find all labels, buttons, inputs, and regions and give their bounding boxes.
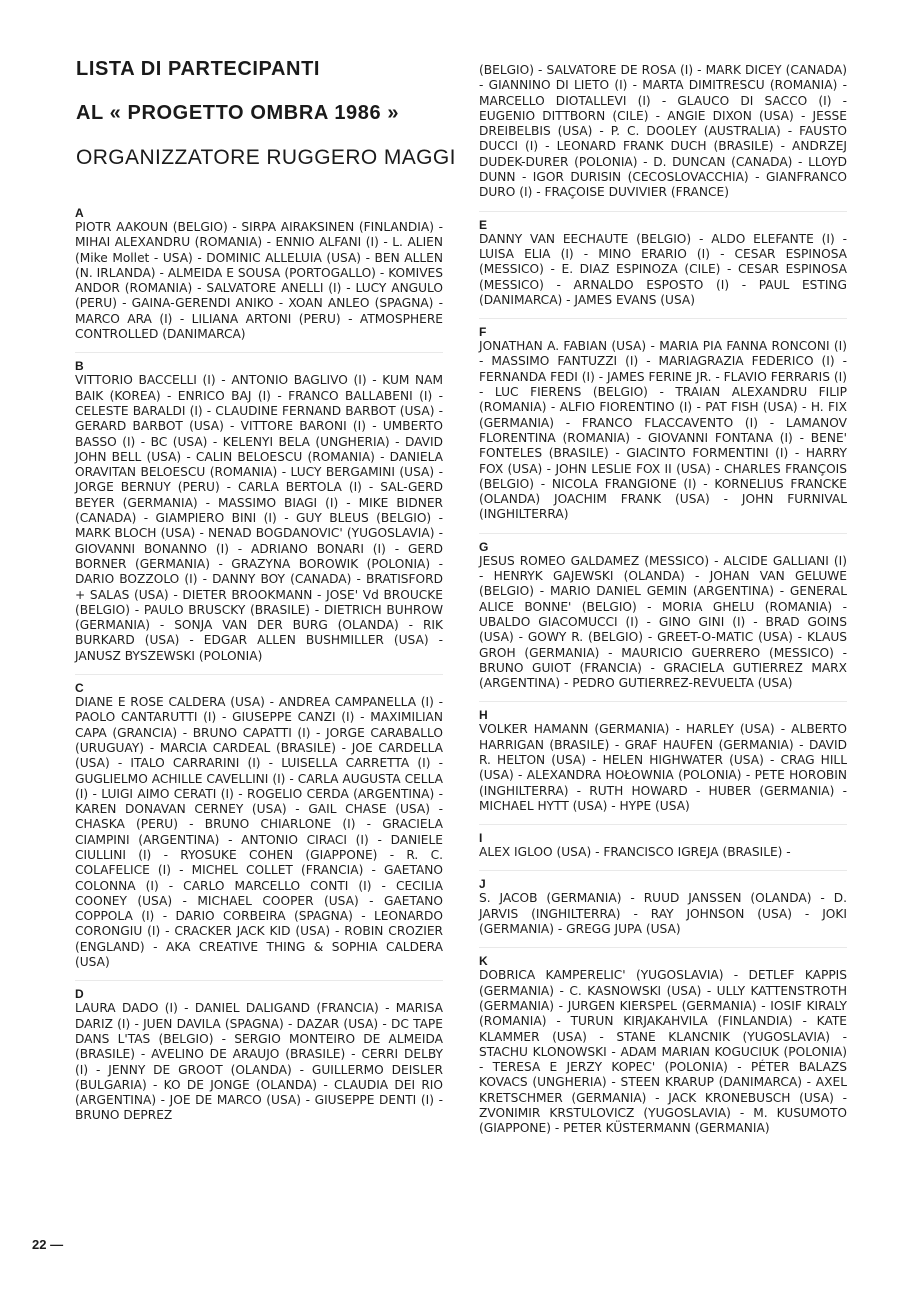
- organizer-heading: ORGANIZZATORE RUGGERO MAGGI: [76, 146, 456, 169]
- section-divider: [479, 211, 847, 212]
- participant-section: [479, 325, 847, 523]
- section-letter: I: [479, 831, 483, 846]
- section-letter: E: [479, 217, 488, 232]
- participant-list: DIANE E ROSE CALDERA (USA) - ANDREA CAMPANELLA (I) - PAOLO CANTARUTTI (I) - GIUSEPPE CANZI (I) - MAXIMILIAN CAPA (GRANCIA) - BRUNO CAPATTI (I) - JORGE CARABALLO (URUGUAY) - MARCIA CARDEAL (BRASILE) - JOE CARDELLA (USA) - ITALO CARRARINI (I) - LUISELLA CARRETTA (I) - GUGLIELMO ACHILLE CAVELLINI (I) - CARLA AUGUSTA CELLA (I) - LUIGI AIMO CERATI (I) - ROGELIO CERDA (ARGENTINA) - KAREN DONAVAN CERNEY (USA) - GAIL CHASE (USA) - CHASKA (PERU) - BRUNO CHIARLONE (I) - GRACIELA CIAMPINI (ARGENTINA) - ANTONIO CIRACI (I) - DANIELE CIULLINI (I) - RYOSUKE COHEN (GIAPPONE) - R. C. COLAFELICE (I) - MICHEL COLLET (FRANCIA) - GAETANO COLONNA (I) - CARLO MARCELLO CONTI (I) - CECILIA COONEY (USA) - MICHAEL COOPER (USA) - GAETANO COPPOLA (I) - DARIO CORBEIRA (SPAGNA) - LEONARDO CORONGIU (I) - CRACKER JACK KID (USA) - ROBIN CROZIER (ENGLAND) - AKA CREATIVE THING & SOPHIA CALDERA (USA): [75, 695, 443, 970]
- section-letter: K: [479, 954, 488, 969]
- section-divider: [479, 870, 847, 871]
- participant-list: DOBRICA KAMPERELIC' (YUGOSLAVIA) - DETLEF KAPPIS (GERMANIA) - C. KASNOWSKI (USA) - ULLY KATTENSTROTH (GERMANIA) - JURGEN KIERSPEL (GERMANIA) - IOSIF KIRALY (ROMANIA) - TURUN KIRJAKAHVILA (FINLANDIA) - KATE KLAMMER (USA) - STANE KLANCNIK (YUGOSLAVIA) - STACHU KLONOWSKI - ADAM MARIAN KOGUCIUK (POLONIA) - TERESA E JERZY KOPEC' (POLONIA) - PÉTER BALAZS KOVACS (UNGHERIA) - STEEN KRARUP (DANIMARCA) - AXEL KRETSCHMER (GERMANIA) - JACK KRONEBUSCH (USA) - ZVONIMIR KRSTULOVICZ (YUGOSLAVIA) - M. KUSUMOTO (GIAPPONE) - PETER KÜSTERMANN (GERMANIA): [479, 968, 847, 1136]
- participant-list: JONATHAN A. FABIAN (USA) - MARIA PIA FANNA RONCONI (I) - MASSIMO FANTUZZI (I) - MARIAGRAZIA FEDERICO (I) - FERNANDA FEDI (I) - JAMES FERINE JR. - FLAVIO FERRARIS (I) - LUC FIERENS (BELGIO) - TRAIAN ALEXANDRU FILIP (ROMANIA) - ALFIO FIORENTINO (I) - PAT FISH (USA) - H. FIX (GERMANIA) - FRANCO FLACCAVENTO (I) - LAMANOV FLORENTINA (ROMANIA) - GIOVANNI FONTANA (I) - BENE' FONTELES (BRASILE) - GIACINTO FORMENTINI (I) - HARRY FOX (USA) - JOHN LESLIE FOX II (USA) - CHARLES FRANÇOIS (BELGIO) - NICOLA FRANGIONE (I) - KORNELIUS FRANCKE (OLANDA) JOACHIM FRANK (USA) - JOHN FURNIVAL (INGHILTERRA): [479, 339, 847, 522]
- participant-list: DANNY VAN EECHAUTE (BELGIO) - ALDO ELEFANTE (I) - LUISA ELIA (I) - MINO ERARIO (I) - CESAR ESPINOSA (MESSICO) - E. DIAZ ESPINOZA (CILE) - CESAR ESPINOSA (MESSICO) - ARNALDO ESPOSTO (I) - PAUL ESTING (DANIMARCA) - JAMES EVANS (USA): [479, 231, 847, 307]
- participant-section: [479, 63, 847, 201]
- section-divider: [479, 701, 847, 702]
- section-letter: C: [75, 681, 84, 696]
- participant-list: LAURA DADO (I) - DANIEL DALIGAND (FRANCIA) - MARISA DARIZ (I) - JUEN DAVILA (SPAGNA) - DAZAR (USA) - DC TAPE DANS L'TAS (BELGIO) - SERGIO MONTEIRO DE ALMEIDA (BRASILE) - AVELINO DE ARAUJO (BRASILE) - CERRI DELBY (I) - JENNY DE GROOT (OLANDA) - GUILLERMO DEISLER (BULGARIA) - KO DE JONGE (OLANDA) - CLAUDIA DEI RIO (ARGENTINA) - JOE DE MARCO (USA) - GIUSEPPE DENTI (I) - BRUNO DEPREZ: [75, 1001, 443, 1123]
- left-column: [75, 206, 443, 1124]
- participant-list: PIOTR AAKOUN (BELGIO) - SIRPA AIRAKSINEN (FINLANDIA) - MIHAI ALEXANDRU (ROMANIA) - ENNIO ALFANI (I) - L. ALIEN (Mike Mollet - USA) - DOMINIC ALLELUIA (USA) - BEN ALLEN (N. IRLANDA) - ALMEIDA E SOUSA (PORTOGALLO) - KOMIVES ANDOR (ROMANIA) - SALVATORE ANELLI (I) - LUCY ANGULO (PERU) - GAINA-GERENDI ANIKO - XOAN ANLEO (SPAGNA) - MARCO ARA (I) - LILIANA ARTONI (PERU) - ATMOSPHERE CONTROLLED (DANIMARCA): [75, 220, 443, 342]
- section-letter: B: [75, 359, 84, 374]
- participant-list: VITTORIO BACCELLI (I) - ANTONIO BAGLIVO (I) - KUM NAM BAIK (KOREA) - ENRICO BAJ (I) - FRANCO BALLABENI (I) - CELESTE BARALDI (I) - CLAUDINE FERNAND BARBOT (USA) - GERARD BARBOT (USA) - VITTORE BARONI (I) - UMBERTO BASSO (I) - BC (USA) - KELENYI BELA (UNGHERIA) - DAVID JOHN BELL (USA) - CALIN BELOESCU (ROMANIA) - DANIELA ORAVITAN BELOESCU (ROMANIA) - LUCY BERGAMINI (USA) - JORGE BERNUY (PERU) - CARLA BERTOLA (I) - SAL-GERD BEYER (GERMANIA) - MASSIMO BIAGI (I) - MIKE BIDNER (CANADA) - GIAMPIERO BINI (I) - GUY BLEUS (BELGIO) - MARK BLOCH (USA) - NENAD BOGDANOVIC' (YUGOSLAVIA) - GIOVANNI BONANNO (I) - ADRIANO BONARI (I) - GERD BORNER (GERMANIA) - GRAZYNA BOROWIK (POLONIA) - DARIO BOZZOLO (I) - DANNY BOY (CANADA) - BRATISFORD + SALAS (USA) - DIETER BROOKMANN - JOSE' Vd BROUCKE (BELGIO) - PAULO BRUSCKY (BRASILE) - DIETRICH BUHROW (GERMANIA) - SONJA VAN DER BURG (OLANDA) - RIK BURKARD (USA) - EDGAR ALLEN BUSHMILLER (USA) - JANUSZ BYSZEWSKI (POLONIA): [75, 373, 443, 663]
- participant-list: S. JACOB (GERMANIA) - RUUD JANSSEN (OLANDA) - D. JARVIS (INGHILTERRA) - RAY JOHNSON (USA) - JOKI (GERMANIA) - GREGG JUPA (USA): [479, 891, 847, 937]
- section-divider: [75, 352, 443, 353]
- page-number: 22 —: [32, 1237, 64, 1252]
- section-letter: F: [479, 325, 487, 340]
- participant-list: ALEX IGLOO (USA) - FRANCISCO IGREJA (BRASILE) -: [479, 845, 791, 860]
- participant-list: VOLKER HAMANN (GERMANIA) - HARLEY (USA) - ALBERTO HARRIGAN (BRASILE) - GRAF HAUFEN (GERMANIA) - DAVID R. HELTON (USA) - HELEN HIGHWATER (USA) - CRAG HILL (USA) - ALEXANDRA HOŁOWNIA (POLONIA) - PETE HOROBIN (INGHILTERRA) - RUTH HOWARD - HUBER (GERMANIA) - MICHAEL HYTT (USA) - HYPE (USA): [479, 722, 847, 813]
- section-letter: G: [479, 539, 489, 554]
- section-divider: [479, 947, 847, 948]
- section-divider: [75, 980, 443, 981]
- participant-section: [479, 954, 847, 1136]
- section-letter: D: [75, 987, 84, 1002]
- participant-list: (BELGIO) - SALVATORE DE ROSA (I) - MARK DICEY (CANADA) - GIANNINO DI LIETO (I) - MARTA DIMITRESCU (ROMANIA) - MARCELLO DIOTALLEVI (I) - GLAUCO DI SACCO (I) - EUGENIO DITTBORN (CILE) - ANGIE DIXON (USA) - JESSE DREIBELBIS (USA) - P. C. DOOLEY (AUSTRALIA) - FAUSTO DUCCI (I) - LEONARD FRANK DUCH (BRASILE) - ANDRZEJ DUDEK-DURER (POLONIA) - D. DUNCAN (CANADA) - LLOYD DUNN - IGOR DURISIN (CECOSLOVACCHIA) - GIANFRANCO DURO (I) - FRAÇOISE DUVIVIER (FRANCE): [479, 63, 847, 200]
- participant-section: [75, 359, 443, 664]
- page-title-line-2: AL « PROGETTO OMBRA 1986 »: [76, 102, 400, 124]
- participant-section: [479, 540, 847, 692]
- right-column: [479, 63, 847, 1137]
- participant-section: [479, 877, 847, 937]
- participant-list: JESUS ROMEO GALDAMEZ (MESSICO) - ALCIDE GALLIANI (I) - HENRYK GAJEWSKI (OLANDA) - JOHAN VAN GELUWE (BELGIO) - MARIO DANIEL GEMIN (ARGENTINA) - GENERAL ALICE BONNE' (BELGIO) - MORIA GHELU (ROMANIA) - UBALDO GIACOMUCCI (I) - GINO GINI (I) - BRAD GOINS (USA) - GOWY R. (BELGIO) - GREET-O-MATIC (USA) - KLAUS GROH (GERMANIA) - MAURICIO GUERRERO (MESSICO) - BRUNO GUIOT (FRANCIA) - GRACIELA GUTIERREZ MARX (ARGENTINA) - PEDRO GUTIERREZ-REVUELTA (USA): [479, 553, 847, 691]
- participant-section: [479, 831, 847, 860]
- section-letter: H: [479, 708, 488, 723]
- participant-section: [479, 708, 847, 814]
- participant-section: [479, 218, 847, 308]
- section-divider: [479, 533, 847, 534]
- participant-section: [75, 681, 443, 970]
- page-title-line-1: LISTA DI PARTECIPANTI: [76, 58, 321, 80]
- section-divider: [479, 318, 847, 319]
- participant-section: [75, 987, 443, 1123]
- section-letter: J: [479, 877, 486, 892]
- section-letter: A: [75, 206, 84, 220]
- participant-section: [75, 206, 443, 342]
- section-divider: [479, 824, 847, 825]
- section-divider: [75, 674, 443, 675]
